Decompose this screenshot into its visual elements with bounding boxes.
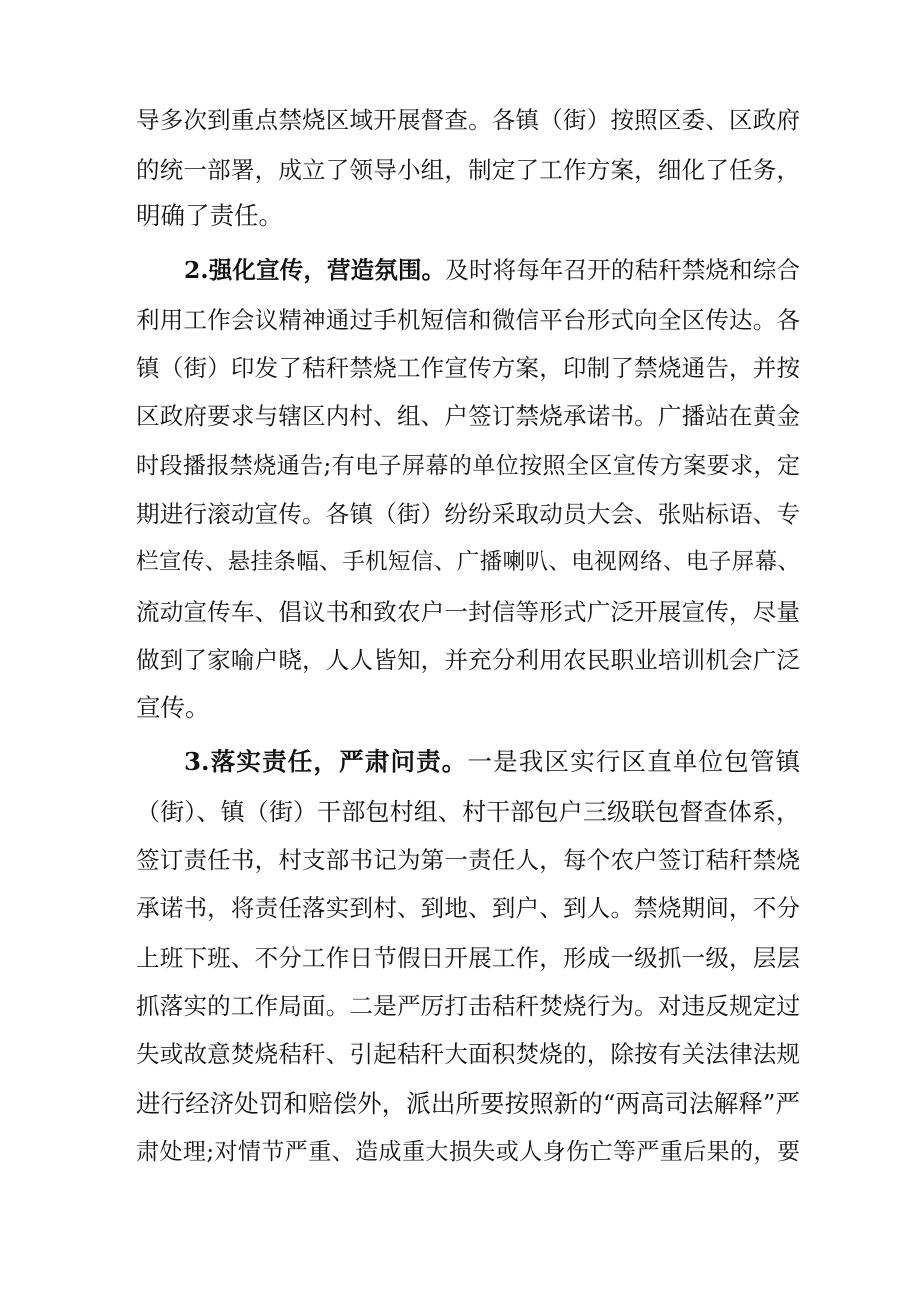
paragraph-3-line-4: 承诺书，将责任落实到村、到地、到户、到人。禁烧期间，不分: [136, 894, 800, 922]
paragraph-1-line-1: 导多次到重点禁烧区域开展督查。各镇（街）按照区委、区政府: [136, 106, 800, 134]
paragraph-2-line-8: 流动宣传车、倡议书和致农户一封信等形式广泛开展宣传，尽量: [136, 598, 800, 626]
paragraph-2-line-10: 宣传。: [136, 693, 210, 722]
paragraph-3-line-6: 抓落实的工作局面。二是严厉打击秸秆焚烧行为。对违反规定过: [136, 992, 800, 1020]
paragraph-2-line-6: 期进行滚动宣传。各镇（街）纷纷采取动员大会、张贴标语、专: [136, 500, 800, 528]
paragraph-3-line-7: 失或故意焚烧秸秆、引起秸秆大面积焚烧的，除按有关法律法规: [136, 1040, 800, 1068]
paragraph-3-line-3: 签订责任书，村支部书记为第一责任人，每个农户签订秸秆禁烧: [136, 846, 800, 874]
paragraph-3-line-2: （街）、镇（街）干部包村组、村干部包户三级联包督查体系，: [136, 798, 800, 826]
paragraph-1-line-2: 的统一部署，成立了领导小组，制定了工作方案，细化了任务，: [136, 156, 800, 184]
paragraph-2-line-3: 镇（街）印发了秸秆禁烧工作宣传方案，印制了禁烧通告，并按: [136, 354, 800, 382]
paragraph-3-line-9: 肃处理;对情节严重、造成重大损失或人身伤亡等严重后果的，要: [136, 1139, 800, 1165]
paragraph-2-line-9: 做到了家喻户晓，人人皆知，并充分利用农民职业培训机会广泛: [136, 646, 800, 674]
paragraph-3-line-5: 上班下班、不分工作日节假日开展工作，形成一级抓一级，层层: [136, 944, 800, 972]
paragraph-3-line-1: [184, 742, 800, 782]
paragraph-3-line-1-text: 一是我区实行区直单位包管镇: [467, 747, 800, 776]
paragraph-2-line-7: 栏宣传、悬挂条幅、手机短信、广播喇叭、电视网络、电子屏幕、: [136, 549, 800, 575]
paragraph-3-heading: 3.落实责任，严肃问责。: [184, 747, 468, 776]
paragraph-2-line-4: 区政府要求与辖区内村、组、户签订禁烧承诺书。广播站在黄金: [136, 402, 800, 430]
paragraph-2-line-1-text: 及时将每年召开的秸秆禁烧和综合: [445, 256, 800, 284]
paragraph-2-line-1: [184, 250, 800, 290]
paragraph-3-line-8: 进行经济处罚和赔偿外，派出所要按照新的“两高司法解释”严: [136, 1089, 800, 1118]
paragraph-2-line-5: 时段播报禁烧通告;有电子屏幕的单位按照全区宣传方案要求，定: [136, 453, 800, 479]
paragraph-2-line-2: 利用工作会议精神通过手机短信和微信平台形式向全区传达。各: [136, 306, 800, 334]
paragraph-2-heading: 2.强化宣传，营造氛围。: [184, 256, 446, 284]
paragraph-1-line-3: 明确了责任。: [136, 201, 283, 230]
